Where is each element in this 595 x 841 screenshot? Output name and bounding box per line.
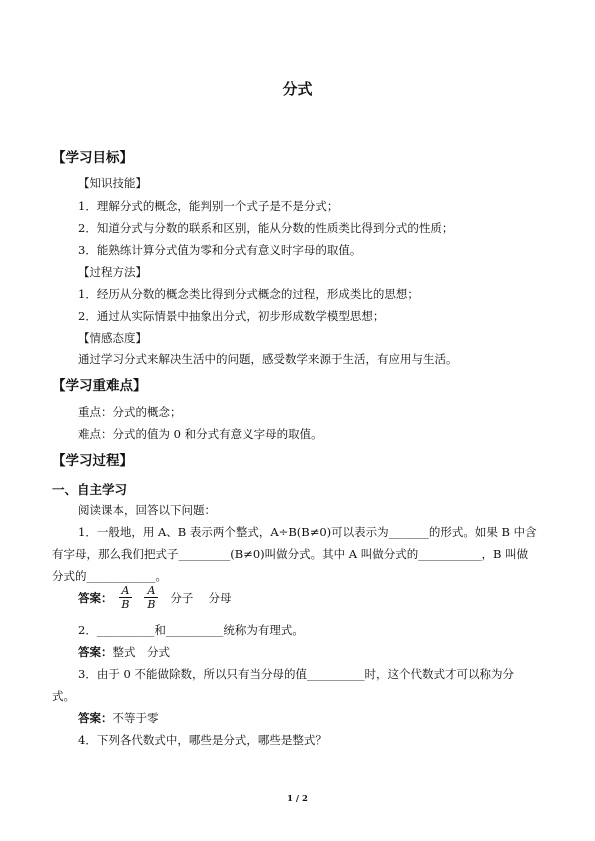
process-method-item: 2．通过从实际情景中抽象出分式，初步形成数学模型思想；: [78, 309, 385, 323]
page-title: 分式: [282, 80, 313, 98]
answer-text: 不等于零: [112, 711, 159, 725]
question-1-line: 分式的____________。: [52, 569, 167, 583]
question-1-line: 1．一般地，用 A、B 表示两个整式，A÷B(B≠0)可以表示为_______的形式。如果 B 中含: [78, 525, 537, 539]
process-heading: 【学习过程】: [52, 453, 133, 469]
answer-label: 答案：: [78, 645, 113, 659]
question-1-answer: [78, 584, 232, 611]
difficulty-text: 难点：分式的值为 0 和分式有意义字母的取值。: [78, 427, 323, 441]
intro-text: 阅读课本，回答以下问题：: [78, 503, 216, 517]
key-points-heading: 【学习重难点】: [52, 378, 147, 394]
emotion-text: 通过学习分式来解决生活中的问题，感受数学来源于生活，有应用与生活。: [78, 352, 458, 366]
question-3-line: 式。: [52, 689, 75, 703]
section1-heading: 一、自主学习: [52, 482, 128, 497]
knowledge-item: 1．理解分式的概念，能判别一个式子是不是分式；: [78, 199, 339, 213]
fraction-denominator: B: [121, 598, 130, 611]
question-2-answer: [78, 645, 170, 659]
answer-text: 整式 分式: [112, 645, 170, 659]
process-method-item: 1．经历从分数的概念类比得到分式概念的过程，形成类比的思想；: [78, 287, 419, 301]
answer-text: 分子 分母: [170, 590, 232, 605]
page-number: 1 / 2: [287, 794, 308, 804]
fraction: [119, 584, 133, 611]
question-2-line: 2．__________和__________统称为有理式。: [78, 623, 304, 637]
fraction-denominator: B: [147, 598, 156, 611]
answer-label: 答案：: [78, 711, 113, 725]
question-3-line: 3．由于 0 不能做除数，所以只有当分母的值__________时，这个代数式才可以称为分: [78, 667, 514, 681]
knowledge-item: 3．能熟练计算分式值为零和分式有意义时字母的取值。: [78, 243, 362, 257]
focus-text: 重点：分式的概念；: [78, 405, 182, 419]
question-3-answer: [78, 711, 159, 725]
question-1-line: 有字母，那么我们把式子_________(B≠0)叫做分式。其中 A 叫做分式的___________，B 叫做: [52, 547, 529, 561]
emotion-heading: 【情感态度】: [78, 331, 147, 345]
fraction: [144, 584, 158, 611]
knowledge-heading: 【知识技能】: [78, 176, 147, 190]
answer-label: 答案：: [78, 590, 113, 605]
knowledge-item: 2．知道分式与分数的联系和区别，能从分数的性质类比得到分式的性质；: [78, 221, 454, 235]
objectives-heading: 【学习目标】: [52, 150, 133, 166]
process-method-heading: 【过程方法】: [78, 265, 147, 279]
question-4-line: 4．下列各代数式中，哪些是分式，哪些是整式？: [78, 733, 327, 747]
fraction-numerator: A: [119, 584, 133, 598]
fraction-numerator: A: [144, 584, 158, 598]
